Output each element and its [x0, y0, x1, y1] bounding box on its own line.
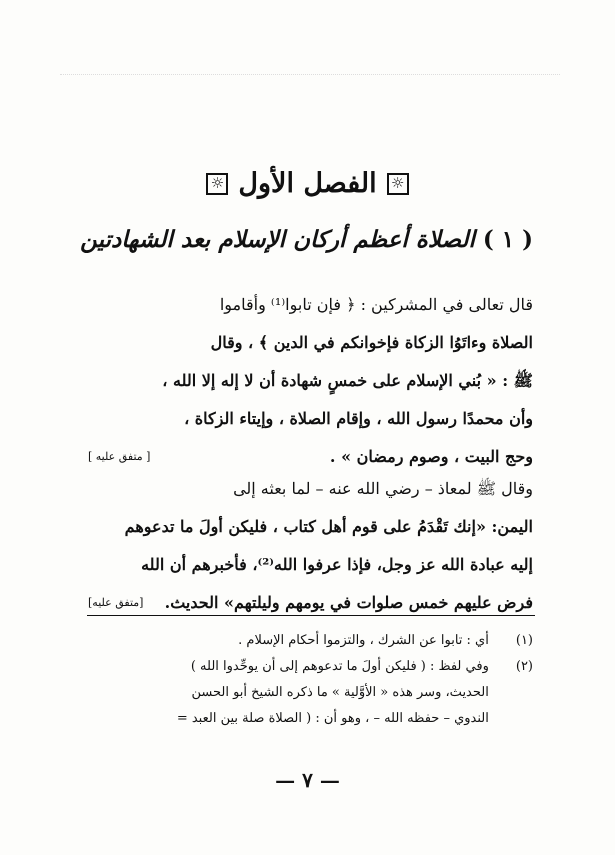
paragraph-line: فرض عليهم خمس صلوات في يومهم وليلتهم» الحديث. [164, 593, 533, 612]
footnote-item [85, 680, 533, 706]
section-heading-text: الصلاة أعظم أركان الإسلام بعد الشهادتين [80, 226, 475, 253]
footnote-number: (٢) [515, 659, 533, 674]
paragraph-line: وقال ﷺ لمعاذ – رضي الله عنه – لما بعثه إلى [233, 479, 533, 498]
footnotes [85, 628, 533, 732]
section-heading [73, 226, 533, 253]
footnote-text: الحديث، وسر هذه « الأوَّلية » ما ذكره الشيخ أبو الحسن [191, 685, 489, 700]
footnote-item [85, 706, 533, 732]
paragraph-line: اليمن: «إنك تَقْدَمُ على قوم أهل كتاب ، فليكن أولَ ما تدعوهم [124, 517, 533, 536]
paragraph-line: إليه عبادة الله عز وجل، فإذا عرفوا الله⁽²⁾، فأخبرهم أن الله [141, 555, 533, 574]
footnote-divider [87, 615, 535, 616]
paragraph-1 [88, 286, 533, 476]
paragraph-2 [88, 470, 533, 622]
paragraph-line: قال تعالى في المشركين : ﴿ فإن تابوا⁽¹⁾ وأقاموا [219, 295, 533, 314]
footnote-item [85, 628, 533, 654]
top-scan-artifact [60, 74, 560, 76]
footnote-text: الندوي – حفظه الله – ، وهو أن : ( الصلاة صلة بين العبد = [176, 711, 489, 726]
paragraph-line-last [88, 584, 533, 622]
page-number: — ٧ — [275, 768, 340, 792]
footnote-item [85, 654, 533, 680]
sun-ornament-icon: ☼ [387, 173, 409, 195]
chapter-title: الفصل الأول [238, 168, 377, 199]
chapter-title-row [0, 168, 615, 199]
section-number: ( ١ ) [482, 226, 533, 253]
footnote-number: (١) [515, 633, 533, 648]
hadith-source: [ متفق عليه ] [88, 450, 151, 463]
paragraph-line: وأن محمدًا رسول الله ، وإقام الصلاة ، وإيتاء الزكاة ، [184, 409, 533, 428]
footnote-text: وفي لفظ : ( فليكن أولَ ما تدعوهم إلى أن يوحِّدوا الله ) [190, 659, 489, 674]
sun-ornament-icon: ☼ [206, 173, 228, 195]
paragraph-line: ﷺ : « بُني الإسلام على خمسٍ شهادة أن لا إله إلا الله ، [162, 371, 533, 390]
hadith-source: [متفق عليه] [88, 596, 144, 609]
paragraph-line: الصلاة وءاتَوُا الزكاة فإخوانكم في الدين ﴾ ، وقال [210, 333, 533, 352]
paragraph-line: وحج البيت ، وصوم رمضان » . [329, 447, 533, 466]
footnote-text: أي : تابوا عن الشرك ، والتزموا أحكام الإسلام . [238, 633, 489, 648]
